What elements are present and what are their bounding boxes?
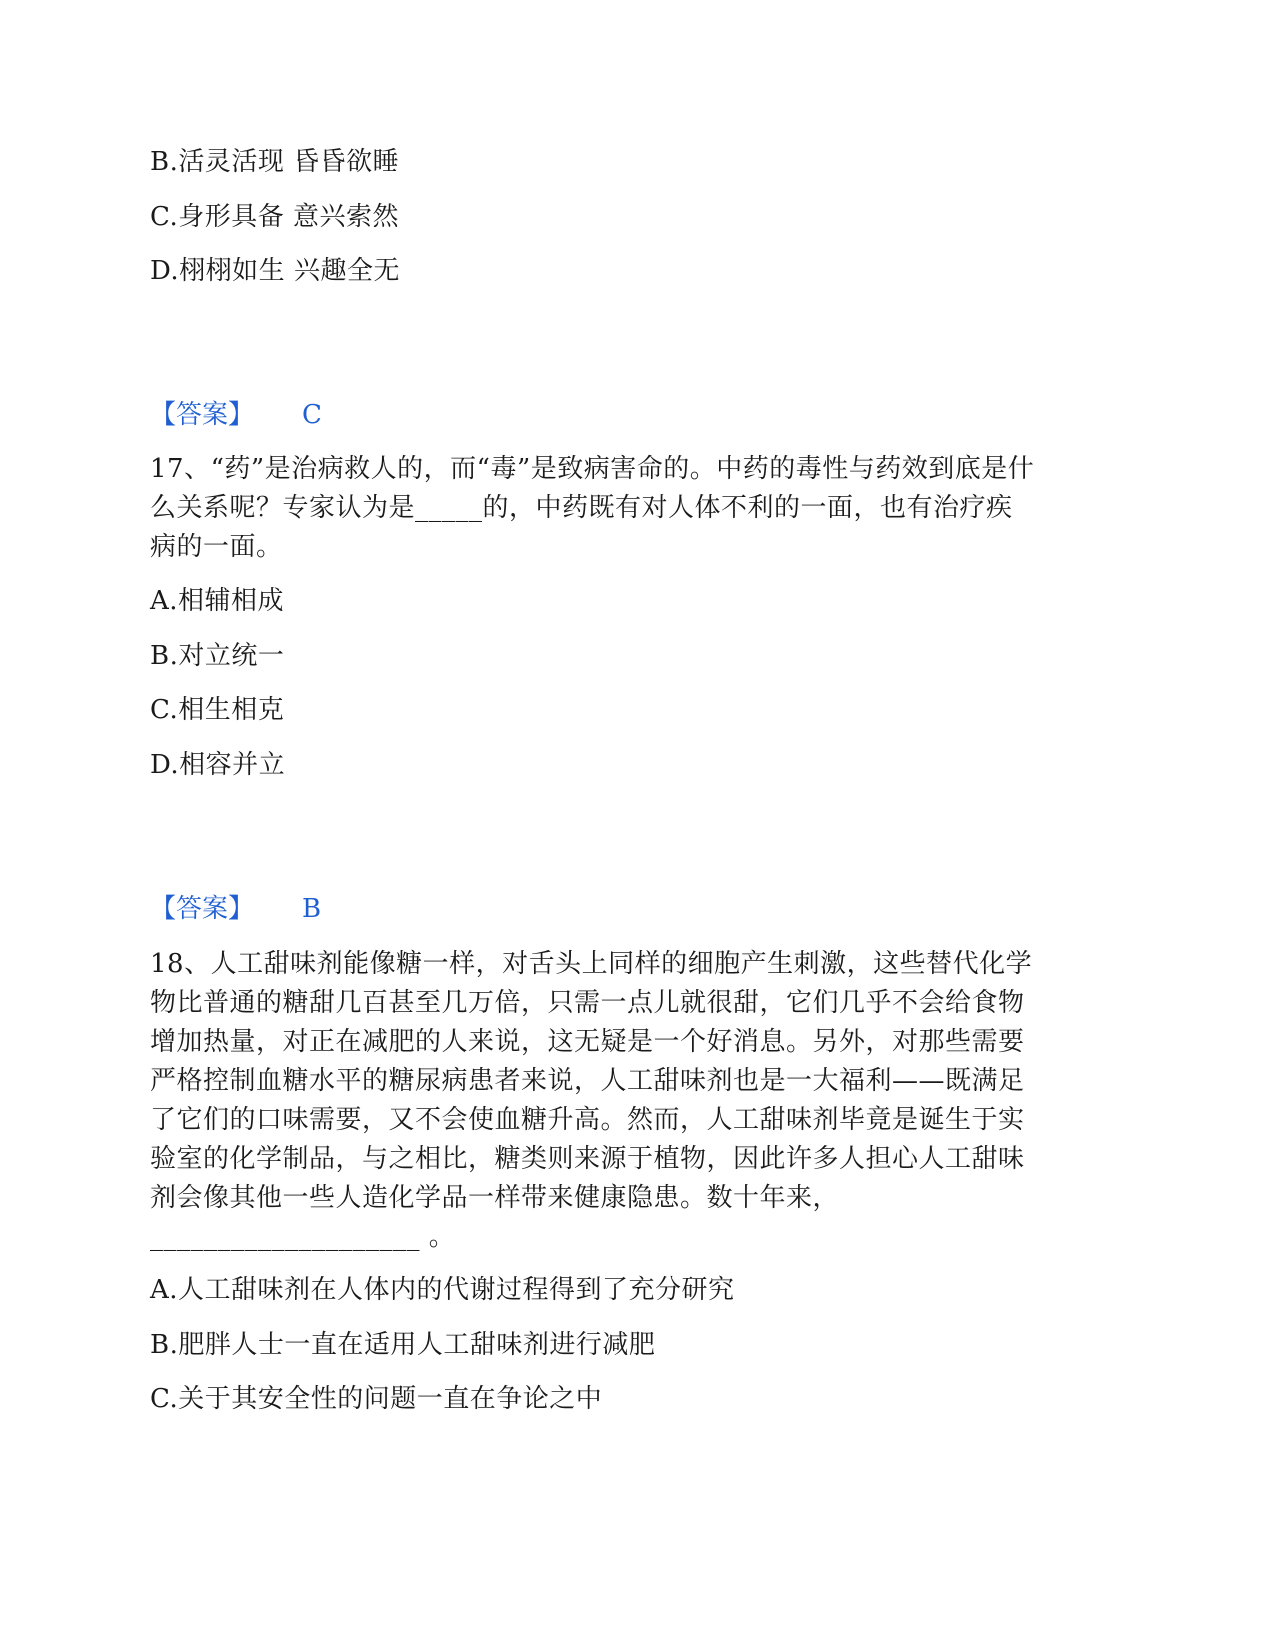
q17-stem [150,450,1110,567]
answer-tag: 【答案】 [150,400,255,430]
q17-option-d: D.相容并立 [150,750,286,780]
q18-stem-line: 严格控制血糖水平的糖尿病患者来说，人工甜味剂也是一大福利——既满足 [150,1066,1025,1096]
q17-answer [150,889,321,929]
answer-value: C [302,400,322,430]
q18-stem [150,945,1110,1257]
q17-option-a: A.相辅相成 [150,586,285,616]
q16-option-b: B.活灵活现 昏昏欲睡 [150,147,400,177]
q16-option-d: D.栩栩如生 兴趣全无 [150,256,400,286]
q18-stem-line: 增加热量，对正在减肥的人来说，这无疑是一个好消息。另外，对那些需要 [150,1027,1025,1057]
answer-value: B [302,894,322,924]
q18-option-c: C.关于其安全性的问题一直在争论之中 [150,1384,603,1414]
q18-stem-line: 验室的化学制品，与之相比，糖类则来源于植物，因此许多人担心人工甜味 [150,1144,1025,1174]
q17-stem-line: 么关系呢？专家认为是_____的，中药既有对人体不利的一面，也有治疗疾 [150,493,1013,523]
q18-stem-line: 18、人工甜味剂能像糖一样，对舌头上同样的细胞产生刺激，这些替代化学 [150,949,1033,979]
q17-option-b: B.对立统一 [150,641,285,671]
q18-option-b: B.肥胖人士一直在适用人工甜味剂进行减肥 [150,1330,656,1360]
q18-stem-line: 了它们的口味需要，又不会使血糖升高。然而，人工甜味剂毕竟是诞生于实 [150,1105,1025,1135]
q17-stem-line: 17、“药”是治病救人的，而“毒”是致病害命的。中药的毒性与药效到底是什 [150,454,1035,484]
answer-tag: 【答案】 [150,894,255,924]
q16-answer [150,395,322,435]
q18-stem-line: 物比普通的糖甜几百甚至几万倍，只需一点儿就很甜，它们几乎不会给食物 [150,988,1025,1018]
q18-option-a: A.人工甜味剂在人体内的代谢过程得到了充分研究 [150,1275,735,1305]
q17-stem-line: 病的一面。 [150,532,283,562]
q17-option-c: C.相生相克 [150,695,285,725]
q18-stem-line: 剂会像其他一些人造化学品一样带来健康隐患。数十年来， [150,1183,840,1213]
q18-blank-line: ____________________ 。 [150,1222,456,1252]
q16-option-c: C.身形具备 意兴索然 [150,202,399,232]
